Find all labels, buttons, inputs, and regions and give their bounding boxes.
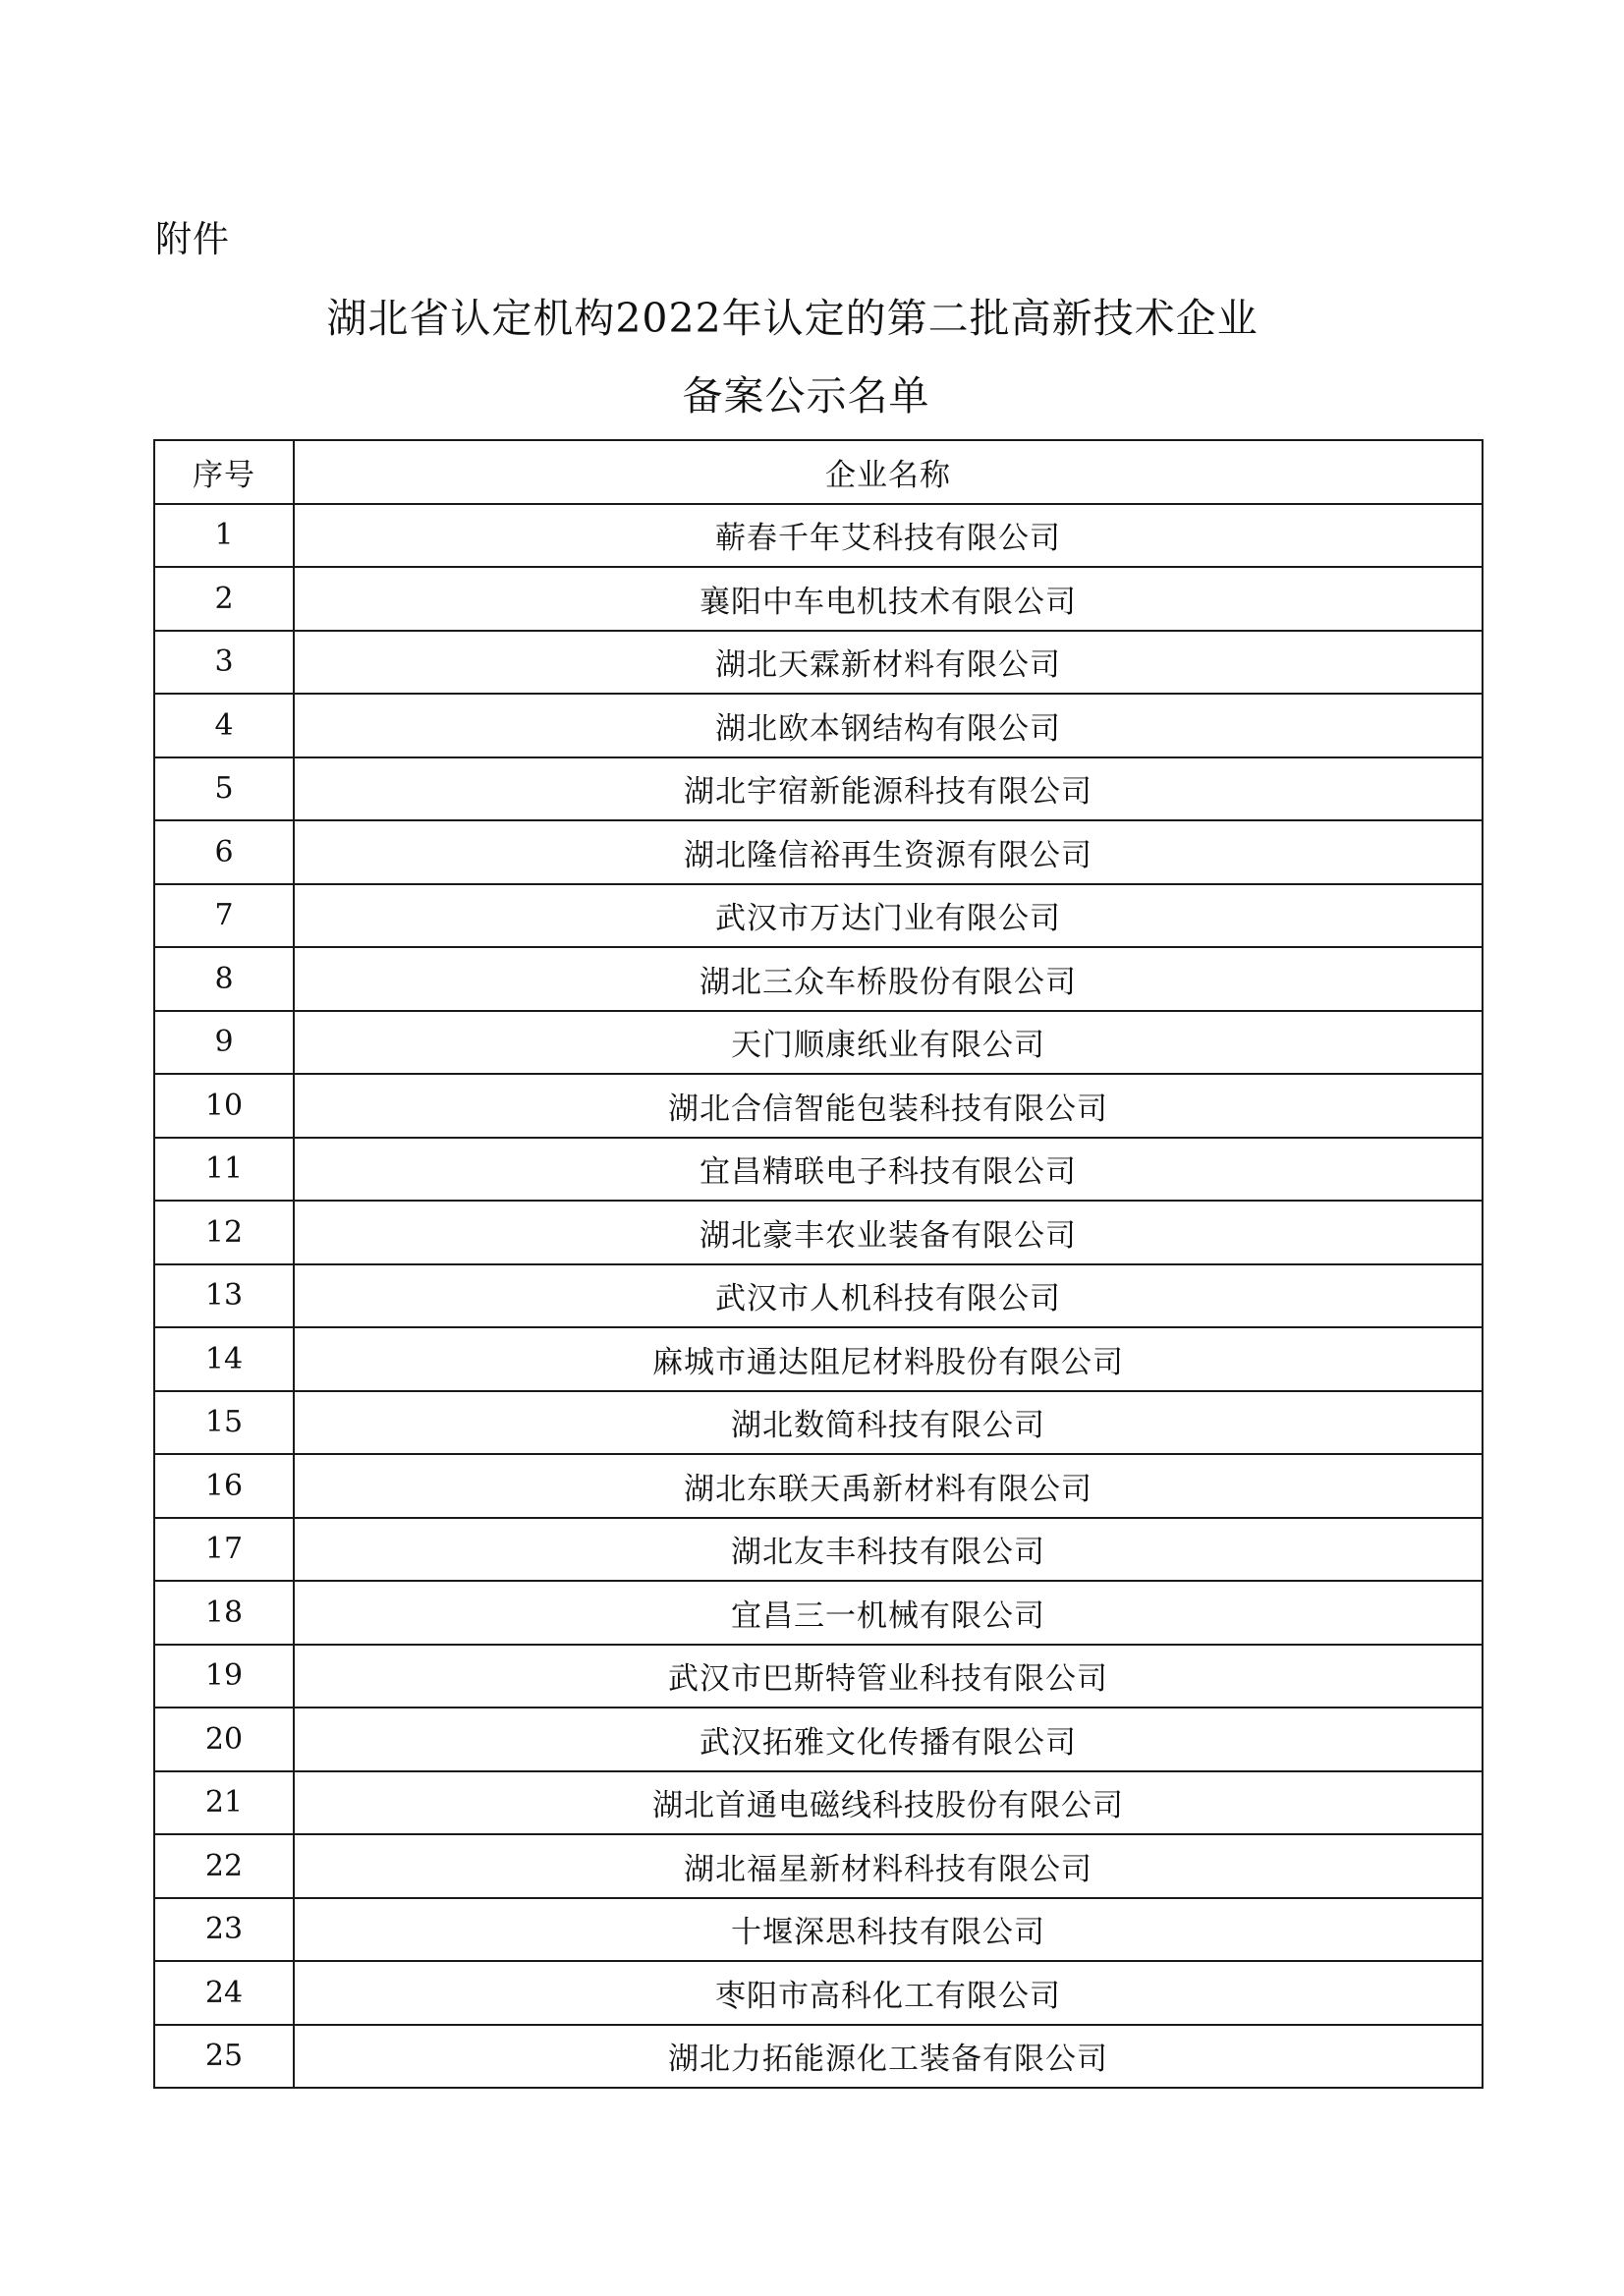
serial-number-cell: 4 bbox=[154, 694, 294, 757]
column-header-serial: 序号 bbox=[154, 440, 294, 504]
table-row bbox=[154, 2025, 1483, 2089]
table-row bbox=[154, 1518, 1483, 1582]
enterprise-name-cell: 麻城市通达阻尼材料股份有限公司 bbox=[294, 1327, 1483, 1391]
table-row bbox=[154, 504, 1483, 568]
document-title: 湖北省认定机构2022年认定的第二批高新技术企业 bbox=[326, 295, 1259, 342]
table-row bbox=[154, 694, 1483, 757]
table-row bbox=[154, 947, 1483, 1011]
enterprise-name-cell: 湖北隆信裕再生资源有限公司 bbox=[294, 820, 1483, 884]
table-row bbox=[154, 1454, 1483, 1518]
serial-number-cell: 5 bbox=[154, 757, 294, 821]
enterprise-name-cell: 湖北豪丰农业装备有限公司 bbox=[294, 1201, 1483, 1264]
serial-number-cell: 18 bbox=[154, 1581, 294, 1645]
table-row bbox=[154, 1708, 1483, 1771]
enterprise-name-cell: 湖北天霖新材料有限公司 bbox=[294, 631, 1483, 695]
table-row bbox=[154, 1645, 1483, 1708]
table-row bbox=[154, 1898, 1483, 1962]
serial-number-cell: 10 bbox=[154, 1074, 294, 1138]
enterprise-name-cell: 武汉市万达门业有限公司 bbox=[294, 884, 1483, 948]
enterprise-name-cell: 武汉拓雅文化传播有限公司 bbox=[294, 1708, 1483, 1771]
serial-number-cell: 23 bbox=[154, 1898, 294, 1962]
table-row bbox=[154, 757, 1483, 821]
enterprise-name-cell: 武汉市巴斯特管业科技有限公司 bbox=[294, 1645, 1483, 1708]
table-row bbox=[154, 1138, 1483, 1202]
table-row bbox=[154, 1327, 1483, 1391]
enterprise-name-cell: 襄阳中车电机技术有限公司 bbox=[294, 567, 1483, 631]
enterprise-name-cell: 宜昌三一机械有限公司 bbox=[294, 1581, 1483, 1645]
enterprise-list-table bbox=[153, 439, 1484, 2089]
enterprise-name-cell: 武汉市人机科技有限公司 bbox=[294, 1264, 1483, 1328]
table-row bbox=[154, 1391, 1483, 1455]
enterprise-name-cell: 湖北数简科技有限公司 bbox=[294, 1391, 1483, 1455]
table-header-row bbox=[154, 440, 1483, 504]
enterprise-name-cell: 湖北东联天禹新材料有限公司 bbox=[294, 1454, 1483, 1518]
serial-number-cell: 8 bbox=[154, 947, 294, 1011]
enterprise-name-cell: 十堰深思科技有限公司 bbox=[294, 1898, 1483, 1962]
serial-number-cell: 15 bbox=[154, 1391, 294, 1455]
serial-number-cell: 20 bbox=[154, 1708, 294, 1771]
enterprise-name-cell: 湖北力拓能源化工装备有限公司 bbox=[294, 2025, 1483, 2089]
table-row bbox=[154, 1264, 1483, 1328]
serial-number-cell: 1 bbox=[154, 504, 294, 568]
table-row bbox=[154, 884, 1483, 948]
serial-number-cell: 7 bbox=[154, 884, 294, 948]
enterprise-name-cell: 湖北友丰科技有限公司 bbox=[294, 1518, 1483, 1582]
enterprise-name-cell: 湖北首通电磁线科技股份有限公司 bbox=[294, 1771, 1483, 1835]
serial-number-cell: 6 bbox=[154, 820, 294, 884]
serial-number-cell: 17 bbox=[154, 1518, 294, 1582]
document-subtitle: 备案公示名单 bbox=[682, 372, 930, 420]
table-row bbox=[154, 1074, 1483, 1138]
table-row bbox=[154, 1201, 1483, 1264]
serial-number-cell: 25 bbox=[154, 2025, 294, 2089]
serial-number-cell: 11 bbox=[154, 1138, 294, 1202]
attachment-label: 附件 bbox=[155, 218, 230, 260]
table-row bbox=[154, 567, 1483, 631]
serial-number-cell: 16 bbox=[154, 1454, 294, 1518]
table-row bbox=[154, 1834, 1483, 1898]
table-row bbox=[154, 1771, 1483, 1835]
table-row bbox=[154, 1011, 1483, 1075]
enterprise-name-cell: 湖北福星新材料科技有限公司 bbox=[294, 1834, 1483, 1898]
enterprise-name-cell: 宜昌精联电子科技有限公司 bbox=[294, 1138, 1483, 1202]
enterprise-name-cell: 湖北三众车桥股份有限公司 bbox=[294, 947, 1483, 1011]
enterprise-name-cell: 枣阳市高科化工有限公司 bbox=[294, 1961, 1483, 2025]
serial-number-cell: 3 bbox=[154, 631, 294, 695]
serial-number-cell: 19 bbox=[154, 1645, 294, 1708]
table-body bbox=[154, 504, 1483, 2089]
enterprise-name-cell: 湖北合信智能包装科技有限公司 bbox=[294, 1074, 1483, 1138]
serial-number-cell: 9 bbox=[154, 1011, 294, 1075]
enterprise-name-cell: 湖北宇宿新能源科技有限公司 bbox=[294, 757, 1483, 821]
column-header-enterprise-name: 企业名称 bbox=[294, 440, 1483, 504]
serial-number-cell: 12 bbox=[154, 1201, 294, 1264]
table-row bbox=[154, 631, 1483, 695]
enterprise-name-cell: 天门顺康纸业有限公司 bbox=[294, 1011, 1483, 1075]
enterprise-name-cell: 湖北欧本钢结构有限公司 bbox=[294, 694, 1483, 757]
table-row bbox=[154, 820, 1483, 884]
table-row bbox=[154, 1581, 1483, 1645]
enterprise-name-cell: 蕲春千年艾科技有限公司 bbox=[294, 504, 1483, 568]
serial-number-cell: 14 bbox=[154, 1327, 294, 1391]
serial-number-cell: 24 bbox=[154, 1961, 294, 2025]
serial-number-cell: 21 bbox=[154, 1771, 294, 1835]
table-row bbox=[154, 1961, 1483, 2025]
serial-number-cell: 13 bbox=[154, 1264, 294, 1328]
serial-number-cell: 2 bbox=[154, 567, 294, 631]
serial-number-cell: 22 bbox=[154, 1834, 294, 1898]
